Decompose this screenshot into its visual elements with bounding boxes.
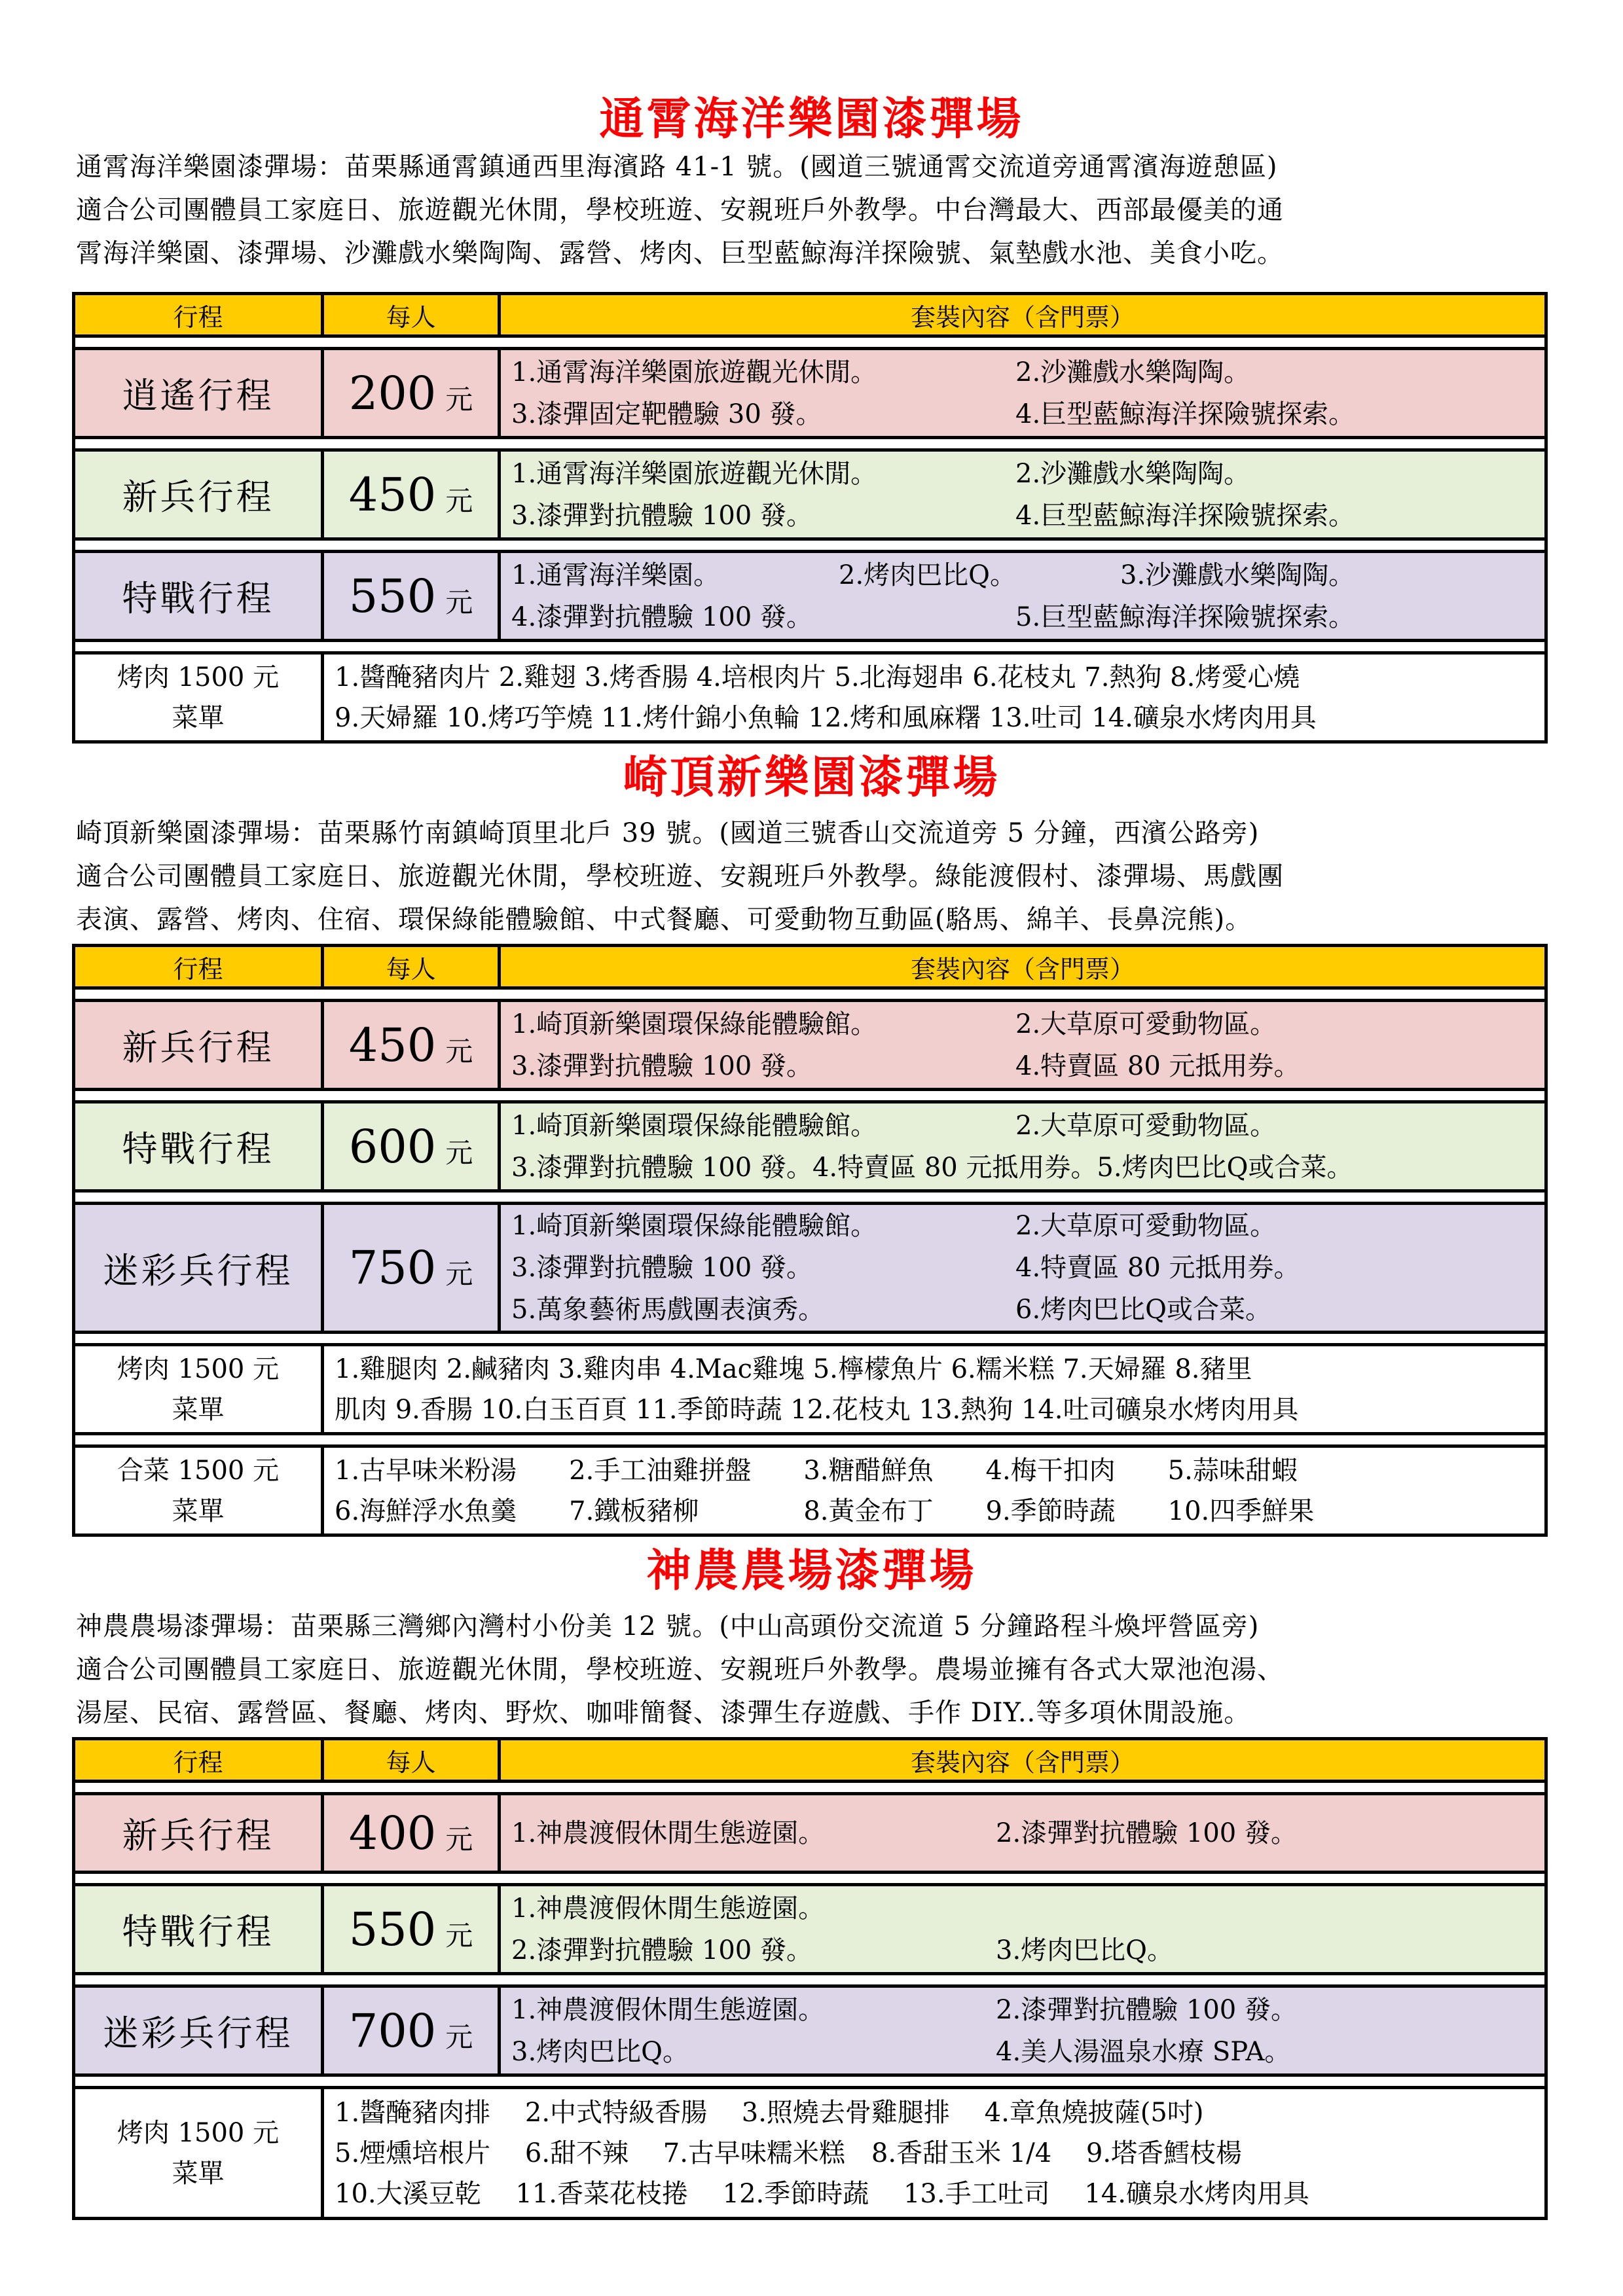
intro-line: 適合公司團體員工家庭日、旅遊觀光休閒，學校班遊、安親班戶外教學。中台灣最大、西部最優美的通 — [76, 195, 1284, 225]
package-price: 750 元 — [323, 1204, 500, 1333]
header-per-person: 每人 — [323, 294, 500, 336]
package-row — [74, 1102, 1546, 1191]
package-contents: 1.崎頂新樂園環保綠能體驗館。 2.大草原可愛動物區。 3.漆彈對抗體驗 100 發。 4.特賣區 80 元抵用券。 — [500, 1001, 1546, 1090]
header-contents: 套裝內容（含門票） — [500, 946, 1546, 988]
intro-line: 通霄海洋樂園漆彈場：苗栗縣通霄鎮通西里海濱路 41-1 號。(國道三號通霄交流道旁通霄濱海遊憩區) — [76, 152, 1278, 182]
menu-label: 烤肉 1500 元 菜單 — [74, 1345, 323, 1434]
intro-line: 神農農場漆彈場：苗栗縣三灣鄉內灣村小份美 12 號。(中山高頭份交流道 5 分鐘路程斗煥坪營區旁) — [76, 1611, 1260, 1641]
package-name: 迷彩兵行程 — [74, 1986, 323, 2075]
header-itinerary: 行程 — [74, 1739, 323, 1782]
package-row — [74, 552, 1546, 641]
menu-row — [74, 653, 1546, 742]
header-per-person: 每人 — [323, 946, 500, 988]
package-name: 新兵行程 — [74, 1794, 323, 1873]
package-contents: 1.神農渡假休閒生態遊園。 2.漆彈對抗體驗 100 發。 3.烤肉巴比Q。 4.美人湯溫泉水療 SPA。 — [500, 1986, 1546, 2075]
package-table — [72, 292, 1548, 744]
header-itinerary: 行程 — [74, 294, 323, 336]
section-intro — [76, 145, 1549, 275]
package-contents: 1.崎頂新樂園環保綠能體驗館。 2.大草原可愛動物區。 3.漆彈對抗體驗 100 發。 4.特賣區 80 元抵用券。 5.萬象藝術馬戲團表演秀。 6.烤肉巴比Q或合菜。 — [500, 1204, 1546, 1333]
menu-items: 1.雞腿肉 2.鹹豬肉 3.雞肉串 4.Mac雞塊 5.檸檬魚片 6.糯米糕 7.天婦羅 8.豬里 肌肉 9.香腸 10.白玉百頁 11.季節時蔬 12.花枝丸 13.熱狗 14.吐司礦泉水烤肉用具 — [323, 1345, 1546, 1434]
intro-line: 湯屋、民宿、露營區、餐廳、烤肉、野炊、咖啡簡餐、漆彈生存遊戲、手作 DIY..等多項休閒設施。 — [76, 1698, 1251, 1728]
package-row — [74, 1204, 1546, 1333]
intro-line: 霄海洋樂園、漆彈場、沙灘戲水樂陶陶、露營、烤肉、巨型藍鯨海洋探險號、氣墊戲水池、美食小吃。 — [76, 238, 1284, 268]
package-name: 迷彩兵行程 — [74, 1204, 323, 1333]
intro-line: 適合公司團體員工家庭日、旅遊觀光休閒，學校班遊、安親班戶外教學。綠能渡假村、漆彈場、馬戲團 — [76, 861, 1284, 891]
package-contents: 1.神農渡假休閒生態遊園。 2.漆彈對抗體驗 100 發。 — [500, 1794, 1546, 1873]
package-row — [74, 1794, 1546, 1873]
intro-line: 表演、露營、烤肉、住宿、環保綠能體驗館、中式餐廳、可愛動物互動區(駱馬、綿羊、長鼻浣熊)。 — [76, 905, 1252, 935]
package-row — [74, 349, 1546, 438]
menu-label: 烤肉 1500 元 菜單 — [74, 653, 323, 742]
package-name: 特戰行程 — [74, 552, 323, 641]
section-title: 神農農場漆彈場 — [646, 1545, 977, 1597]
intro-line: 適合公司團體員工家庭日、旅遊觀光休閒，學校班遊、安親班戶外教學。農場並擁有各式大眾池泡湯、 — [76, 1655, 1284, 1685]
section-intro — [76, 1605, 1549, 1734]
package-price: 450 元 — [323, 1001, 500, 1090]
package-row — [74, 1885, 1546, 1974]
package-price: 200 元 — [323, 349, 500, 438]
menu-row — [74, 1345, 1546, 1434]
package-contents: 1.神農渡假休閒生態遊園。 2.漆彈對抗體驗 100 發。 3.烤肉巴比Q。 — [500, 1885, 1546, 1974]
package-contents: 1.通霄海洋樂園。 2.烤肉巴比Q。 3.沙灘戲水樂陶陶。 4.漆彈對抗體驗 100 發。 5.巨型藍鯨海洋探險號探索。 — [500, 552, 1546, 641]
package-name: 新兵行程 — [74, 450, 323, 539]
package-price: 550 元 — [323, 552, 500, 641]
menu-row — [74, 1446, 1546, 1535]
package-row — [74, 1001, 1546, 1090]
package-name: 特戰行程 — [74, 1885, 323, 1974]
menu-row — [74, 2088, 1546, 2219]
header-contents: 套裝內容（含門票） — [500, 1739, 1546, 1782]
menu-label: 烤肉 1500 元 菜單 — [74, 2088, 323, 2219]
package-row — [74, 1986, 1546, 2075]
package-name: 逍遙行程 — [74, 349, 323, 438]
package-price: 450 元 — [323, 450, 500, 539]
package-price: 600 元 — [323, 1102, 500, 1191]
package-price: 550 元 — [323, 1885, 500, 1974]
package-name: 特戰行程 — [74, 1102, 323, 1191]
package-table — [72, 1737, 1548, 2220]
menu-items: 1.醬醃豬肉排 2.中式特級香腸 3.照燒去骨雞腿排 4.章魚燒披薩(5吋) 5.煙燻培根片 6.甜不辣 7.古早味糯米糕 8.香甜玉米 1/4 9.塔香鱈枝楊 10.大溪豆乾 11.香菜花枝捲 12.季節時蔬 13.手工吐司 14.礦泉水烤肉用具 — [323, 2088, 1546, 2219]
menu-label: 合菜 1500 元 菜單 — [74, 1446, 323, 1535]
intro-line: 崎頂新樂園漆彈場：苗栗縣竹南鎮崎頂里北戶 39 號。(國道三號香山交流道旁 5 分鐘，西濱公路旁) — [76, 818, 1260, 848]
package-price: 700 元 — [323, 1986, 500, 2075]
package-contents: 1.通霄海洋樂園旅遊觀光休閒。 2.沙灘戲水樂陶陶。 3.漆彈對抗體驗 100 發。 4.巨型藍鯨海洋探險號探索。 — [500, 450, 1546, 539]
header-contents: 套裝內容（含門票） — [500, 294, 1546, 336]
menu-items: 1.古早味米粉湯 2.手工油雞拼盤 3.糖醋鮮魚 4.梅干扣肉 5.蒜味甜蝦 6.海鮮浮水魚羹 7.鐵板豬柳 8.黃金布丁 9.季節時蔬 10.四季鮮果 — [323, 1446, 1546, 1535]
menu-items: 1.醬醃豬肉片 2.雞翅 3.烤香腸 4.培根肉片 5.北海翅串 6.花枝丸 7.熱狗 8.烤愛心燒 9.天婦羅 10.烤巧竽燒 11.烤什錦小魚輪 12.烤和風麻糬 13.吐司 14.礦泉水烤肉用具 — [323, 653, 1546, 742]
header-per-person: 每人 — [323, 1739, 500, 1782]
package-name: 新兵行程 — [74, 1001, 323, 1090]
package-price: 400 元 — [323, 1794, 500, 1873]
section-intro — [76, 812, 1549, 941]
package-contents: 1.崎頂新樂園環保綠能體驗館。 2.大草原可愛動物區。 3.漆彈對抗體驗 100 發。4.特賣區 80 元抵用券。5.烤肉巴比Q或合菜。 — [500, 1102, 1546, 1191]
package-row — [74, 450, 1546, 539]
section-title: 通霄海洋樂園漆彈場 — [599, 93, 1024, 145]
header-itinerary: 行程 — [74, 946, 323, 988]
section-title: 崎頂新樂園漆彈場 — [623, 751, 1000, 804]
package-contents: 1.通霄海洋樂園旅遊觀光休閒。 2.沙灘戲水樂陶陶。 3.漆彈固定靶體驗 30 發。 4.巨型藍鯨海洋探險號探索。 — [500, 349, 1546, 438]
package-table — [72, 944, 1548, 1537]
